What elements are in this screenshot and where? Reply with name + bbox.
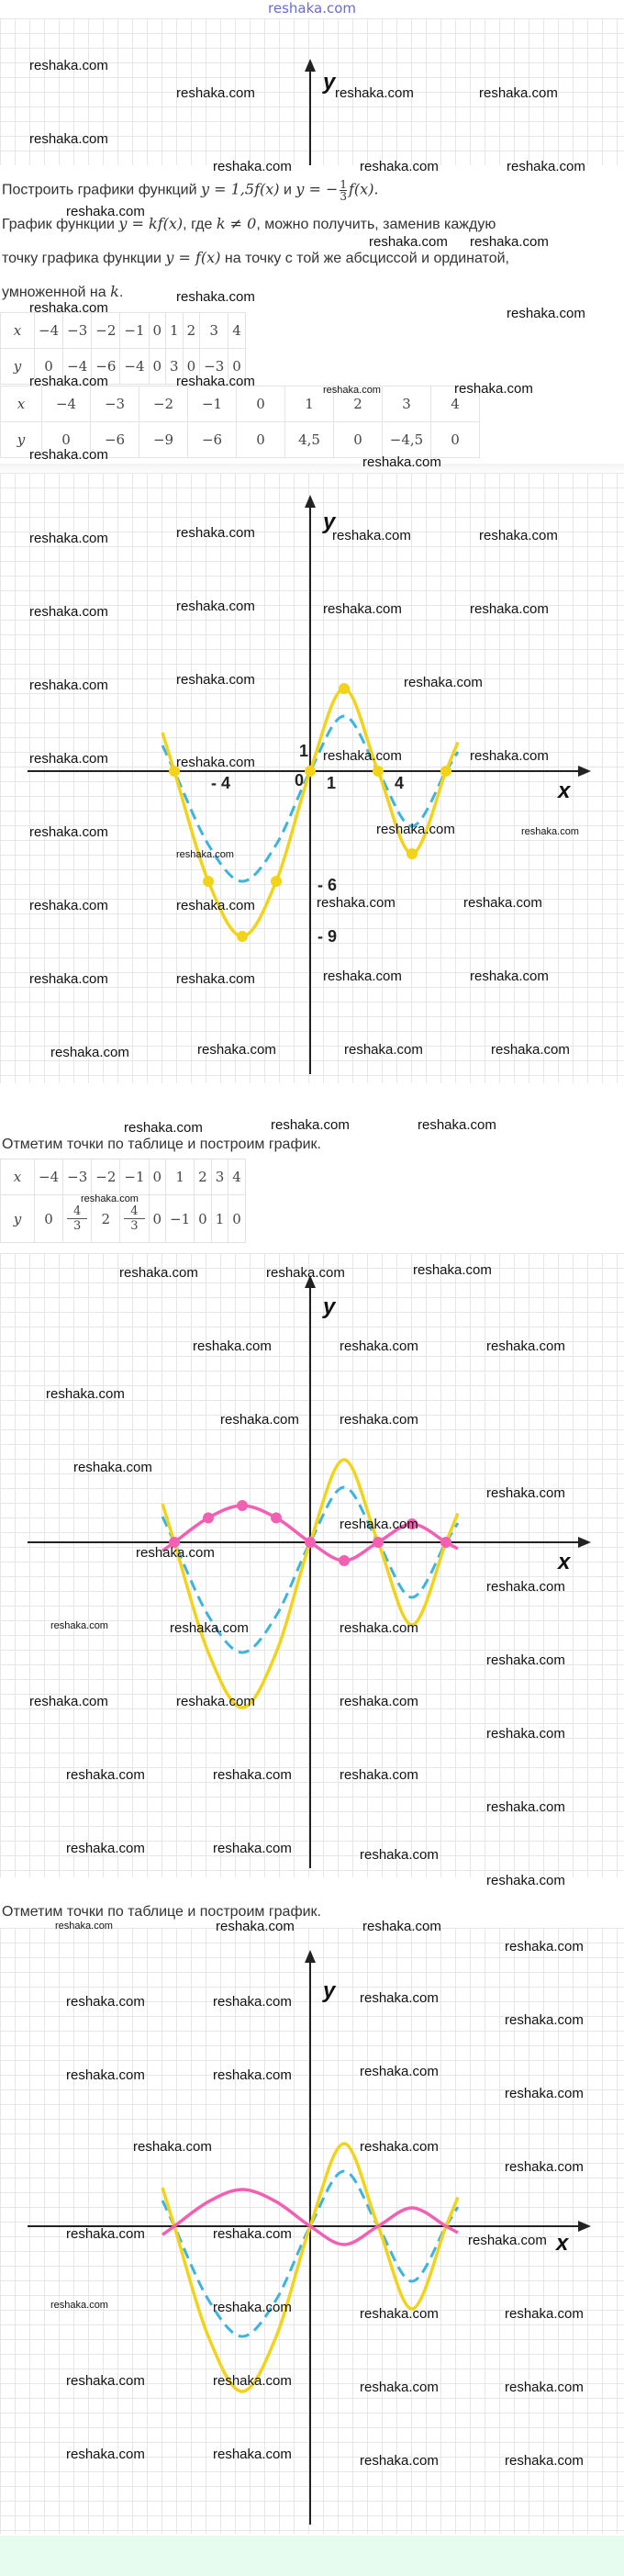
table-cell <box>228 1195 246 1243</box>
watermark: reshaka.com <box>323 385 381 396</box>
watermark: reshaka.com <box>491 1042 570 1058</box>
graph-3-y-axis-label: y <box>323 1978 336 2003</box>
watermark: reshaka.com <box>360 1847 439 1863</box>
watermark: reshaka.com <box>486 1873 565 1888</box>
watermark: reshaka.com <box>505 2306 584 2322</box>
table-cell: 1 <box>166 313 184 349</box>
watermark: reshaka.com <box>29 374 108 389</box>
watermark: reshaka.com <box>486 1652 565 1668</box>
x-axis-arrow <box>578 2221 591 2232</box>
cell-value: 0 <box>44 1210 53 1227</box>
watermark: reshaka.com <box>73 1460 152 1475</box>
watermark: reshaka.com <box>119 1265 198 1281</box>
watermark: reshaka.com <box>50 1045 129 1060</box>
cell-numerator: 4 <box>124 1204 144 1219</box>
watermark: reshaka.com <box>323 748 402 764</box>
expl-formula: y = kf(x) <box>118 215 184 232</box>
watermark: reshaka.com <box>176 1694 255 1709</box>
series-3-point-5 <box>339 1555 350 1566</box>
watermark: reshaka.com <box>486 1799 565 1815</box>
watermark: reshaka.com <box>505 2380 584 2395</box>
table-cell: −3 <box>63 1159 92 1195</box>
graph-1-tick-neg4: - 4 <box>211 774 231 792</box>
watermark: reshaka.com <box>470 601 549 617</box>
series-3-point-4 <box>305 1537 316 1548</box>
table-cell: 0 <box>237 422 285 458</box>
watermark: reshaka.com <box>66 2373 145 2389</box>
table-cell <box>166 1195 195 1243</box>
table-cell: 0 <box>149 313 166 349</box>
task-statement <box>2 179 379 202</box>
task-formula-2: y = − <box>295 180 339 198</box>
expl-text: на точку с той же абсциссой и ординатой, <box>220 251 509 266</box>
table-cell: 2 <box>334 386 383 422</box>
series-3-point-6 <box>373 1537 384 1548</box>
table-cell: −4 <box>35 313 63 349</box>
watermark: reshaka.com <box>362 1919 441 1934</box>
cell-value: 1 <box>215 1210 225 1227</box>
watermark: reshaka.com <box>507 159 585 174</box>
series-3-point-1 <box>203 1512 214 1523</box>
table-cell: −1 <box>188 386 237 422</box>
watermark: reshaka.com <box>317 895 396 911</box>
table-cell: 0 <box>183 349 200 385</box>
watermark: reshaka.com <box>340 1694 418 1709</box>
table-cell: −6 <box>92 349 120 385</box>
cell-value: 0 <box>152 1210 162 1227</box>
watermark: reshaka.com <box>176 525 255 541</box>
table-header: y <box>1 349 35 385</box>
watermark: reshaka.com <box>176 755 255 770</box>
watermark: reshaka.com <box>323 969 402 984</box>
watermark: reshaka.com <box>344 1042 423 1058</box>
table-cell <box>195 1195 212 1243</box>
watermark: reshaka.com <box>213 1994 292 2010</box>
watermark: reshaka.com <box>50 1620 108 1631</box>
watermark: reshaka.com <box>332 528 411 543</box>
section-note-2: Отметим точки по таблице и построим график. <box>2 1904 321 1920</box>
task-text-and: и <box>279 182 296 198</box>
table-cell: 0 <box>237 386 285 422</box>
table-cell: −4 <box>42 386 91 422</box>
watermark: reshaka.com <box>81 1193 139 1204</box>
expl-text: , можно получить, заменив каждую <box>256 217 496 232</box>
watermark: reshaka.com <box>213 2300 292 2315</box>
graph-1-tick-yneg9: - 9 <box>318 927 338 946</box>
watermark: reshaka.com <box>29 898 108 913</box>
watermark: reshaka.com <box>521 826 579 837</box>
watermark: reshaka.com <box>486 1579 565 1595</box>
watermark: reshaka.com <box>340 1767 418 1783</box>
task-formula-2-tail: f(x). <box>349 180 379 198</box>
series-2-point-2 <box>237 931 248 942</box>
table-cell: 3 <box>166 349 184 385</box>
watermark: reshaka.com <box>505 2453 584 2469</box>
table-header: x <box>1 1159 35 1195</box>
top-y-axis-label: y <box>323 70 336 95</box>
table-cell: −2 <box>92 1159 120 1195</box>
watermark: reshaka.com <box>362 454 441 470</box>
table-cell: 0 <box>431 422 480 458</box>
table-row-x <box>1 1159 246 1195</box>
x-axis-arrow <box>578 766 591 777</box>
fraction-numerator: 1 <box>340 178 347 191</box>
watermark: reshaka.com <box>29 300 108 316</box>
table-cell: 3 <box>383 386 431 422</box>
watermark: reshaka.com <box>507 306 585 321</box>
watermark: reshaka.com <box>66 1841 145 1856</box>
table-cell <box>149 1195 166 1243</box>
graph-1-tick-x4: 4 <box>395 774 405 792</box>
expl-text: . <box>118 285 124 300</box>
cell-denominator: 3 <box>130 1219 139 1233</box>
table-cell <box>35 1195 63 1243</box>
expl-formula: k <box>110 283 119 300</box>
watermark: reshaka.com <box>29 447 108 463</box>
watermark: reshaka.com <box>360 2306 439 2322</box>
watermark: reshaka.com <box>176 898 255 913</box>
table-cell: −2 <box>139 386 188 422</box>
watermark: reshaka.com <box>340 1517 418 1532</box>
expl-formula: k ≠ 0 <box>216 215 257 232</box>
watermark: reshaka.com <box>340 1338 418 1354</box>
watermark: reshaka.com <box>463 895 542 911</box>
table-cell: 0 <box>42 422 91 458</box>
series-2-point-7 <box>407 848 418 859</box>
watermark: reshaka.com <box>271 1117 350 1133</box>
watermark: reshaka.com <box>479 85 558 101</box>
watermark: reshaka.com <box>176 672 255 688</box>
watermark: reshaka.com <box>266 1265 345 1281</box>
cell-numerator: 4 <box>67 1204 87 1219</box>
watermark: reshaka.com <box>66 2447 145 2462</box>
watermark: reshaka.com <box>29 604 108 620</box>
watermark: reshaka.com <box>360 159 439 174</box>
watermark: reshaka.com <box>197 1042 276 1058</box>
expl-text: График функции <box>2 217 119 232</box>
watermark: reshaka.com <box>360 2453 439 2469</box>
bottom-band <box>0 2536 624 2576</box>
watermark: reshaka.com <box>486 1485 565 1501</box>
watermark: reshaka.com <box>213 159 292 174</box>
table-row-x <box>1 386 480 422</box>
table-cell: −4 <box>63 349 92 385</box>
table-cell: 3 <box>211 1159 228 1195</box>
table-header: y <box>1 1195 35 1243</box>
table-cell: 0 <box>334 422 383 458</box>
y-axis-arrow <box>305 1950 316 1963</box>
watermark: reshaka.com <box>29 678 108 693</box>
series-3-point-2 <box>237 1500 248 1511</box>
series-3-point-8 <box>440 1537 451 1548</box>
watermark: reshaka.com <box>66 2226 145 2242</box>
x-axis-arrow <box>578 1537 591 1548</box>
table-header: x <box>1 386 42 422</box>
watermark: reshaka.com <box>55 1921 113 1932</box>
table-cell: 2 <box>195 1159 212 1195</box>
watermark: reshaka.com <box>136 1545 215 1561</box>
expl-text: точку графика функции <box>2 251 166 266</box>
watermark: reshaka.com <box>454 381 533 397</box>
watermark: reshaka.com <box>66 204 145 219</box>
table-cell: 1 <box>166 1159 195 1195</box>
watermark: reshaka.com <box>29 58 108 73</box>
watermark: reshaka.com <box>486 1726 565 1742</box>
watermark: reshaka.com <box>29 131 108 147</box>
watermark: reshaka.com <box>176 849 234 860</box>
graph-1-tick-yneg6: - 6 <box>318 876 338 894</box>
watermark: reshaka.com <box>176 289 255 305</box>
watermark: reshaka.com <box>360 2380 439 2395</box>
expl-text: , где <box>183 217 217 232</box>
watermark: reshaka.com <box>50 2300 108 2311</box>
watermark: reshaka.com <box>29 531 108 546</box>
table-cell: −9 <box>139 422 188 458</box>
watermark: reshaka.com <box>176 374 255 389</box>
watermark: reshaka.com <box>124 1120 203 1136</box>
table-cell: 4 <box>228 1159 246 1195</box>
table-cell: 0 <box>149 349 166 385</box>
table-cell: 0 <box>228 349 246 385</box>
table-cell: −2 <box>92 313 120 349</box>
table-cell: −4,5 <box>383 422 431 458</box>
watermark: reshaka.com <box>468 2233 547 2248</box>
cell-value: 0 <box>198 1210 207 1227</box>
watermark: reshaka.com <box>213 1767 292 1783</box>
cell-value: −1 <box>170 1210 191 1227</box>
table-cell: 4 <box>228 313 246 349</box>
task-text: Построить графики функций <box>2 182 201 198</box>
watermark: reshaka.com <box>404 675 483 690</box>
table-cell: 4 <box>431 386 480 422</box>
graph-1-x-axis-label: x <box>558 778 571 803</box>
explanation-line-2 <box>2 248 509 269</box>
watermark: reshaka.com <box>170 1620 249 1636</box>
watermark: reshaka.com <box>360 2139 439 2155</box>
watermark: reshaka.com <box>505 2012 584 2028</box>
series-3-point-3 <box>271 1512 282 1523</box>
graph-2-x-axis-label: x <box>558 1550 571 1574</box>
watermark: reshaka.com <box>29 751 108 767</box>
table-cell: 0 <box>149 1159 166 1195</box>
watermark: reshaka.com <box>470 234 549 250</box>
table-row-x <box>1 313 246 349</box>
watermark: reshaka.com <box>176 599 255 614</box>
table-cell: −6 <box>188 422 237 458</box>
watermark: reshaka.com <box>340 1620 418 1636</box>
watermark: reshaka.com <box>340 1412 418 1428</box>
graph-3-x-axis-label: x <box>556 2231 569 2256</box>
graph-2-y-axis-label: y <box>323 1294 336 1319</box>
table-cell: 3 <box>200 313 228 349</box>
table-cell: 2 <box>183 313 200 349</box>
series-2-point-3 <box>271 876 282 887</box>
watermark: reshaka.com <box>213 2447 292 2462</box>
watermark: reshaka.com <box>360 1990 439 2006</box>
watermark: reshaka.com <box>176 85 255 101</box>
watermark: reshaka.com <box>505 2086 584 2101</box>
watermark: reshaka.com <box>66 1994 145 2010</box>
watermark: reshaka.com <box>213 1841 292 1856</box>
table-cell: −3 <box>91 386 139 422</box>
table-cell: −1 <box>120 1159 149 1195</box>
watermark: reshaka.com <box>176 971 255 987</box>
watermark: reshaka.com <box>220 1412 299 1428</box>
watermark: reshaka.com <box>323 601 402 617</box>
watermark: reshaka.com <box>335 85 414 101</box>
y-axis-arrow <box>305 495 316 508</box>
watermark: reshaka.com <box>213 2226 292 2242</box>
watermark: reshaka.com <box>376 822 455 837</box>
expl-text: умноженной на <box>2 285 111 300</box>
fraction-denominator: 3 <box>340 190 347 203</box>
cell-value: 0 <box>232 1210 241 1227</box>
table-cell: −3 <box>63 313 92 349</box>
graph-1-tick-x1: 1 <box>327 774 337 792</box>
graph-1 <box>0 473 624 1083</box>
table-cell: −4 <box>120 349 149 385</box>
series-2-point-1 <box>203 876 214 887</box>
watermark: reshaka.com <box>479 528 558 543</box>
watermark: reshaka.com <box>470 748 549 764</box>
cell-value: 2 <box>101 1210 111 1227</box>
watermark: reshaka.com <box>133 2139 212 2155</box>
site-link[interactable]: reshaka.com <box>268 0 356 17</box>
task-formula-1: y = 1,5f(x) <box>201 180 280 198</box>
series-2-point-6 <box>373 766 384 777</box>
watermark: reshaka.com <box>193 1338 272 1354</box>
table-header: y <box>1 422 42 458</box>
graph-1-tick-y1: 1 <box>299 742 309 760</box>
table-cell: −4 <box>35 1159 63 1195</box>
cell-denominator: 3 <box>73 1219 82 1233</box>
watermark: reshaka.com <box>216 1919 295 1934</box>
table-cell <box>211 1195 228 1243</box>
watermark: reshaka.com <box>29 971 108 987</box>
watermark: reshaka.com <box>213 2373 292 2389</box>
watermark: reshaka.com <box>413 1262 492 1278</box>
table-header: x <box>1 313 35 349</box>
watermark: reshaka.com <box>470 969 549 984</box>
section-note-1: Отметим точки по таблице и построим график. <box>2 1137 321 1152</box>
graph-1-origin: 0 <box>295 771 305 790</box>
series-2-point-5 <box>339 683 350 694</box>
table-cell: 1 <box>285 386 334 422</box>
task-fraction <box>340 179 347 202</box>
watermark: reshaka.com <box>505 1939 584 1954</box>
watermark: reshaka.com <box>29 824 108 840</box>
watermark: reshaka.com <box>418 1117 496 1133</box>
watermark: reshaka.com <box>213 2067 292 2083</box>
series-2-point-4 <box>305 766 316 777</box>
watermark: reshaka.com <box>29 1694 108 1709</box>
table-cell: 0 <box>35 349 63 385</box>
series-2-point-8 <box>440 766 451 777</box>
table-cell: −3 <box>200 349 228 385</box>
watermark: reshaka.com <box>369 234 448 250</box>
watermark: reshaka.com <box>46 1386 125 1402</box>
table-cell: 4,5 <box>285 422 334 458</box>
table-cell: −1 <box>120 313 149 349</box>
watermark: reshaka.com <box>66 1767 145 1783</box>
watermark: reshaka.com <box>505 2159 584 2175</box>
watermark: reshaka.com <box>360 2064 439 2079</box>
graph-1-y-axis-label: y <box>323 510 336 534</box>
watermark: reshaka.com <box>66 2067 145 2083</box>
watermark: reshaka.com <box>486 1338 565 1354</box>
table-cell: −6 <box>91 422 139 458</box>
expl-formula: y = f(x) <box>165 249 221 266</box>
